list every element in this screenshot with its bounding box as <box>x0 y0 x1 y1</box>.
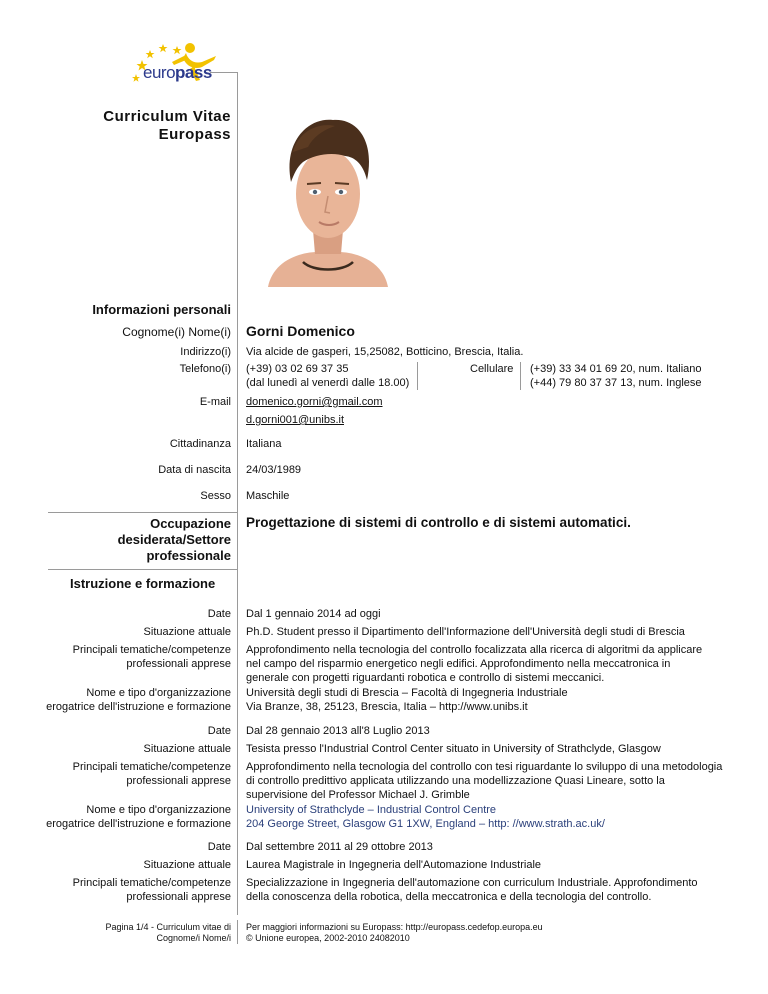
edu2-status-label: Situazione attuale <box>143 743 231 755</box>
edu2-org-line2: 204 George Street, Glasgow G1 1XW, England – http: //www.strath.ac.uk/ <box>246 818 605 830</box>
edu2-date: Dal 28 gennaio 2013 all'8 Luglio 2013 <box>246 725 430 737</box>
edu1-status: Ph.D. Student presso il Dipartimento dell'Informazione dell'Università degli studi di Brescia <box>246 626 685 638</box>
footer-info: Per maggiori informazioni su Europass: http://europass.cedefop.europa.eu © Unione europea, 2002-2010 24082010 <box>246 922 543 943</box>
phone-line1: (+39) 03 02 69 37 35 <box>246 363 349 375</box>
edu2-org-label: Nome e tipo d'organizzazione erogatrice dell'istruzione e formazione <box>46 804 231 830</box>
email-label: E-mail <box>199 396 231 408</box>
cv-title: Curriculum Vitae Europass <box>103 108 231 143</box>
occupation-value: Progettazione di sistemi di controllo e di sistemi automatici. <box>246 515 631 530</box>
europass-logo-text: europass <box>143 63 212 82</box>
address-label: Indirizzo(i) <box>180 346 231 358</box>
mobile-separator <box>520 362 521 390</box>
edu3-status-label: Situazione attuale <box>143 859 231 871</box>
edu3-date-label: Date <box>207 841 231 853</box>
name-label: Cognome(i) Nome(i) <box>122 325 231 339</box>
edu2-status: Tesista presso l'Industrial Control Center situato in University of Strathclyde, Glasgow <box>246 743 661 755</box>
email-link-2[interactable]: d.gorni001@unibs.it <box>246 414 345 426</box>
edu2-topics-label: Principali tematiche/competenze professionali apprese <box>72 761 231 787</box>
section-divider-education <box>48 569 238 570</box>
mobile-line1: (+39) 33 34 01 69 20, num. Italiano <box>530 363 702 375</box>
edu3-date: Dal settembre 2011 al 29 ottobre 2013 <box>246 841 433 853</box>
edu3-status: Laurea Magistrale in Ingegneria dell'Automazione Industriale <box>246 859 542 871</box>
edu1-date-label: Date <box>207 608 231 620</box>
full-name: Gorni Domenico <box>246 323 355 339</box>
section-title-personal: Informazioni personali <box>92 302 231 317</box>
birth-value: 24/03/1989 <box>246 464 302 476</box>
edu1-date: Dal 1 gennaio 2014 ad oggi <box>246 608 381 620</box>
edu3-topics-label: Principali tematiche/competenze professionali apprese <box>72 877 231 903</box>
edu1-status-label: Situazione attuale <box>143 626 231 638</box>
phone-label: Telefono(i) <box>179 363 231 375</box>
sex-value: Maschile <box>246 490 290 502</box>
section-title-education: Istruzione e formazione <box>70 576 216 591</box>
citizenship-label: Cittadinanza <box>169 438 231 450</box>
edu2-org-line1: University of Strathclyde – Industrial Control Centre <box>246 804 497 816</box>
edu1-org-line1: Università degli studi di Brescia – Facoltà di Ingegneria Industriale <box>246 687 568 699</box>
phone-separator <box>417 362 418 390</box>
footer-page-info: Pagina 1/4 - Curriculum vitae di Cognome/i Nome/i <box>105 922 231 943</box>
address-value: Via alcide de gasperi, 15,25082, Botticino, Brescia, Italia. <box>246 346 524 358</box>
mobile-line2: (+44) 79 80 37 37 13, num. Inglese <box>530 377 702 389</box>
column-divider <box>237 72 238 915</box>
edu2-date-label: Date <box>207 725 231 737</box>
edu1-topics-label: Principali tematiche/competenze professionali apprese <box>72 644 231 670</box>
edu1-org-label: Nome e tipo d'organizzazione erogatrice dell'istruzione e formazione <box>46 687 231 713</box>
edu1-org-line2: Via Branze, 38, 25123, Brescia, Italia – http://www.unibs.it <box>246 701 528 713</box>
email-link-1[interactable]: domenico.gorni@gmail.com <box>246 396 383 408</box>
phone-line2: (dal lunedì al venerdì dalle 18.00) <box>246 377 410 389</box>
occupation-label: Occupazione desiderata/Settore professionale <box>117 516 231 563</box>
sex-label: Sesso <box>200 490 231 502</box>
edu3-topics: Specializzazione in Ingegneria dell'automazione con curriculum Industriale. Approfondimento della conoscenza della robotica, della meccatronica e della tecnologia del controllo. <box>246 877 698 903</box>
citizenship-value: Italiana <box>246 438 282 450</box>
mobile-label: Cellulare <box>470 363 514 375</box>
birth-label: Data di nascita <box>158 464 231 476</box>
footer-divider <box>237 920 238 944</box>
profile-photo <box>263 112 393 287</box>
edu1-topics: Approfondimento nella tecnologia del controllo focalizzata alla ricerca di algoritmi da applicare nel campo del risparmio energetico negli edifici. Approfondimento nella meccatronica in generale con progetti riguardanti robotica e controllo di sistemi meccanici. <box>246 644 703 684</box>
edu2-topics: Approfondimento nella tecnologia del controllo con tesi riguardante lo sviluppo di una metodologia di controllo predittivo applicata utilizzando una modellizzazione Quasi Lineare, sotto la supervisione del Professor Michael J. Grimble <box>246 761 723 801</box>
section-divider-occupation <box>48 512 238 513</box>
